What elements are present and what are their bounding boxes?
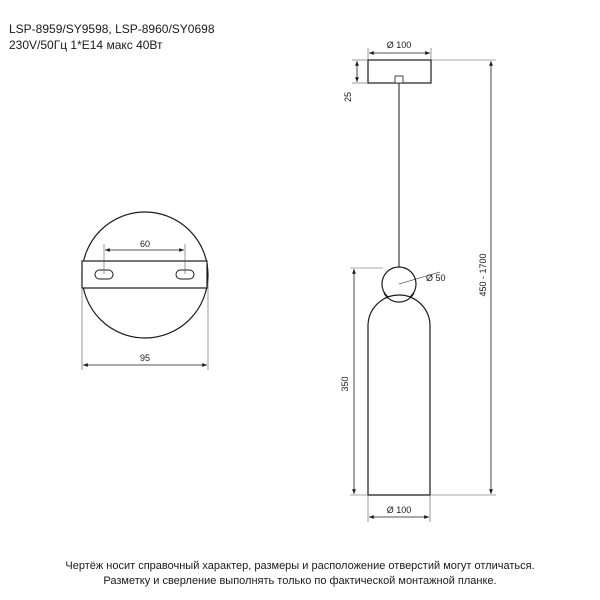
cable-grip bbox=[395, 76, 403, 83]
model-numbers: LSP-8959/SY9598, LSP-8960/SY0698 bbox=[9, 22, 215, 36]
shade-diameter-label: Ø 100 bbox=[386, 505, 412, 515]
lamp-shade bbox=[368, 295, 430, 495]
disclaimer-line-2: Разметку и сверление выполнять только по фактической монтажной планке. bbox=[103, 575, 497, 587]
plate-diameter-label: 95 bbox=[139, 353, 151, 363]
pendant-lamp-view bbox=[340, 40, 496, 522]
canopy-height-label: 25 bbox=[343, 91, 353, 103]
total-height-label: 450 - 1700 bbox=[478, 253, 488, 297]
shade-height-label: 350 bbox=[340, 376, 350, 392]
mounting-plate-view bbox=[82, 212, 208, 370]
ball-diameter-label: Ø 50 bbox=[426, 273, 446, 283]
hole-spacing-label: 60 bbox=[139, 239, 151, 249]
canopy-diameter-label: Ø 100 bbox=[386, 40, 412, 50]
mounting-bar bbox=[82, 261, 207, 288]
disclaimer-line-1: Чертёж носит справочный характер, размеры и расположение отверстий могут отличаться. bbox=[65, 560, 535, 572]
electrical-specs: 230V/50Гц 1*E14 макс 40Вт bbox=[9, 38, 163, 52]
